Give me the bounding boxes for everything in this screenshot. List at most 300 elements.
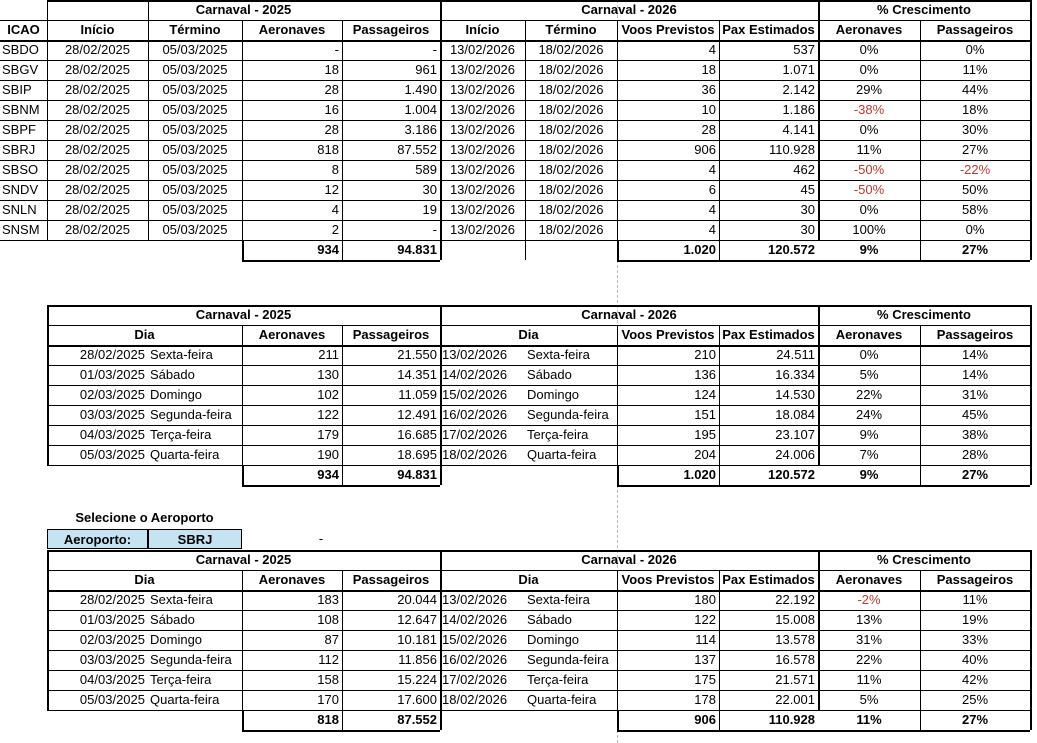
table-cell: 204 [694,447,716,462]
total-cell: 27% [961,712,989,727]
table-cell: 12.647 [397,612,437,627]
table-cell: Domingo [527,387,580,402]
table-cell: 211 [318,347,339,362]
table-cell: Quarta-feira [150,447,220,462]
grid-line [440,305,442,465]
grid-line [1030,305,1032,485]
total-cell: 94.831 [397,242,437,257]
table-cell: Terça-feira [527,672,589,687]
table-cell: Terça-feira [150,672,212,687]
table-cell: 05/03/2025 [162,162,228,177]
table-cell: SBSO [2,162,39,177]
table-cell: 28/02/2025 [64,42,131,57]
table-cell: 18% [961,102,989,117]
grid-line [342,20,343,260]
table-cell: 7% [859,447,879,462]
grid-line [617,465,619,485]
table-cell: 0% [859,42,879,57]
table-cell: 28 [324,122,339,137]
table-cell: 6 [708,182,716,197]
table-cell: Sábado [527,367,572,382]
table-cell: -2% [857,592,881,607]
table-cell: 3.186 [404,122,437,137]
grid-line [148,0,149,240]
column-header: Dia [518,327,539,342]
table-cell: 40% [961,652,989,667]
table-cell: 28/02/2025 [64,182,131,197]
table-cell: 16/02/2026 [442,407,508,422]
table-row [0,180,1037,200]
table-cell: 05/03/2025 [162,102,228,117]
table-cell: 15/02/2026 [442,632,508,647]
table-cell: 03/03/2025 [79,652,145,667]
column-header: Voos Previstos [621,22,715,37]
table-cell: 28 [324,82,339,97]
grid-line [818,305,820,465]
column-header: Passageiros [352,327,430,342]
table-cell: 30 [800,202,815,217]
table-cell: 18/02/2026 [538,62,604,77]
table-cell: 170 [317,692,339,707]
table-cell: 31% [855,632,883,647]
table-cell: 05/03/2025 [162,182,228,197]
table-cell: 5% [859,692,879,707]
table-cell: 1.004 [404,102,437,117]
airport-select[interactable]: SBRJ [148,529,242,549]
table-cell: Sábado [150,367,195,382]
group-title-2025: Carnaval - 2025 [195,552,292,567]
table-cell: 5% [859,367,879,382]
table-cell: 18/02/2026 [538,42,604,57]
table-cell: Terça-feira [150,427,212,442]
grid-line [0,180,1030,181]
table-cell: 1.186 [782,102,815,117]
table-cell: 13/02/2026 [449,182,516,197]
table-cell: 05/03/2025 [162,42,228,57]
table-cell: Sábado [527,612,572,627]
column-header-row [0,20,1037,40]
table-cell: 05/03/2025 [162,62,228,77]
table-cell: 122 [317,407,339,422]
table-cell: 19 [422,202,437,217]
table-cell: -50% [853,182,885,197]
table-cell: 14/02/2026 [442,367,508,382]
table-cell: Segunda-feira [150,652,232,667]
selector-title [0,508,400,528]
table-cell: 961 [415,62,437,77]
table-row [0,40,1037,60]
table-cell: 0% [859,62,879,77]
table-cell: 11% [962,62,988,77]
table-cell: 16.334 [775,367,815,382]
table-cell: 4 [708,162,716,177]
grid-line [47,325,1030,326]
grid-line [0,120,1030,121]
column-header-row [0,570,1037,590]
grid-line [47,425,1030,426]
table-cell: 1.071 [782,62,815,77]
group-title-2026: Carnaval - 2026 [581,552,677,567]
table-cell: 130 [317,367,339,382]
table-cell: 178 [694,692,716,707]
table-cell: 190 [317,447,339,462]
table-row [0,650,1037,670]
table-cell: 02/03/2025 [79,632,145,647]
table-cell: 0% [859,202,879,217]
column-header: Pax Estimados [722,572,815,587]
table-cell: 24.511 [776,347,815,362]
selector-extra: - [318,531,324,546]
table-cell: 2.142 [782,82,815,97]
table-cell: 20.044 [397,592,437,607]
table-cell: 18/02/2026 [538,162,604,177]
table-cell: 18.084 [775,407,815,422]
table-cell: 28% [961,447,989,462]
table-cell: 11% [856,672,882,687]
column-header: Passageiros [936,572,1014,587]
table-cell: 158 [317,672,339,687]
column-header: Dia [134,327,155,342]
grid-line [47,0,1030,2]
table-row [0,385,1037,405]
table-cell: 12 [324,182,339,197]
table-cell: 04/03/2025 [79,427,145,442]
table-cell: 4 [708,202,716,217]
grid-line [0,60,1030,61]
table-cell: 29% [855,82,883,97]
table-cell: Sexta-feira [150,347,213,362]
grid-line [47,465,1030,466]
total-cell: 120.572 [768,467,815,482]
grid-line [0,80,1030,81]
table-cell: 9% [859,427,879,442]
total-cell: 27% [961,242,989,257]
grid-line [818,550,820,710]
group-title-growth: % Crescimento [877,307,971,322]
grid-line [719,325,720,485]
table-cell: 10 [701,102,716,117]
table-cell: 4 [331,202,339,217]
table-cell: 4 [708,222,716,237]
table-cell: 45 [800,182,815,197]
table-row [0,345,1037,365]
table-row [0,200,1037,220]
total-cell: 9% [859,242,879,257]
table-row [0,610,1037,630]
table-cell: 05/03/2025 [79,692,145,707]
grid-line [440,465,442,485]
total-cell: 87.552 [397,712,437,727]
grid-line [617,710,619,730]
table-cell: SBNM [2,102,40,117]
table-cell: Sábado [150,612,195,627]
table-cell: 2 [331,222,339,237]
table-cell: 21.550 [397,347,437,362]
table-cell: 05/03/2025 [162,82,228,97]
grid-line [242,240,244,260]
table-cell: 28/02/2025 [79,592,145,607]
grid-line [342,570,343,730]
table-cell: SNLN [2,202,37,217]
grid-line [1030,0,1032,260]
grid-line [242,325,243,485]
table-cell: 13/02/2026 [449,42,516,57]
grid-line [47,305,1030,307]
table-cell: 28 [701,122,716,137]
grid-line [440,550,442,710]
table-cell: 13/02/2026 [449,162,516,177]
table-cell: 18.695 [397,447,437,462]
table-cell: SBIP [2,82,32,97]
table-cell: 14.530 [775,387,815,402]
grid-line [242,465,244,485]
table-cell: -22% [959,162,991,177]
table-cell: 14/02/2026 [442,612,508,627]
grid-line [47,550,1030,552]
table-cell: SBDO [2,42,39,57]
table-cell: 4 [708,42,716,57]
table-cell: 28/02/2025 [64,222,131,237]
table-cell: 21.571 [775,672,815,687]
table-cell: 137 [694,652,716,667]
table-cell: 18/02/2026 [538,222,604,237]
table-cell: SBGV [2,62,39,77]
grid-line [617,325,618,485]
grid-line [342,325,343,485]
table-cell: 18/02/2026 [538,122,604,137]
table-cell: 14% [961,367,989,382]
grid-line [47,305,49,465]
grid-line [525,20,526,260]
table-cell: 12.491 [397,407,437,422]
grid-line [0,220,1030,221]
table-row [0,405,1037,425]
table-row [0,100,1037,120]
table-cell: 4.141 [782,122,815,137]
table-cell: Quarta-feira [150,692,220,707]
table-cell: 179 [317,427,339,442]
table-cell: 13/02/2026 [449,142,516,157]
grid-line [440,710,442,730]
table-cell: 05/03/2025 [162,122,228,137]
table-cell: 13/02/2026 [449,62,516,77]
grid-line [617,570,618,730]
table-cell: 0% [965,42,985,57]
table-row [0,80,1037,100]
total-cell: 1.020 [683,242,716,257]
table-cell: 108 [317,612,339,627]
table-row [0,365,1037,385]
airport-label: Aeroporto: [47,529,148,549]
grid-line [47,405,1030,406]
table-cell: 1.490 [404,82,437,97]
table-cell: 17.600 [397,692,437,707]
table-cell: Sexta-feira [527,592,590,607]
table-cell: 18/02/2026 [538,82,604,97]
grid-line [440,240,442,260]
table-cell: 22.001 [775,692,815,707]
grid-line [617,485,1030,487]
table-row [0,140,1037,160]
column-header: Pax Estimados [722,22,815,37]
grid-line [47,445,1030,446]
group-title-2026: Carnaval - 2026 [581,2,677,17]
grid-line [0,100,1030,101]
grid-line [0,140,1030,141]
table-cell: 27% [961,142,989,157]
column-header: Voos Previstos [621,572,715,587]
table-cell: 175 [694,672,716,687]
table-cell: 30 [422,182,437,197]
grid-line [617,240,619,260]
grid-line [719,570,720,730]
total-cell: 110.928 [768,712,815,727]
table-cell: 28/02/2025 [64,202,131,217]
table-cell: 22% [855,387,883,402]
table-cell: 23.107 [775,427,815,442]
column-header: Passageiros [352,22,430,37]
table-cell: SNDV [2,182,39,197]
table-cell: 114 [695,632,716,647]
table-cell: Domingo [527,632,580,647]
group-title-2026: Carnaval - 2026 [581,307,677,322]
column-header: Aeronaves [258,22,326,37]
table-cell: Segunda-feira [527,652,609,667]
table-cell: 110.928 [768,142,815,157]
total-cell: 11% [856,712,882,727]
table-cell: -50% [853,162,885,177]
grid-line [0,160,1030,161]
grid-line [0,240,1030,241]
grid-line [617,260,1030,262]
table-cell: Segunda-feira [150,407,232,422]
table-cell: 16.578 [775,652,815,667]
table-cell: SBRJ [2,142,36,157]
table-cell: 36 [701,82,716,97]
group-header-row [0,305,1037,325]
table-cell: 13/02/2026 [449,122,516,137]
table-cell: 87 [324,632,339,647]
table-cell: 19% [961,612,989,627]
table-cell: 180 [694,592,716,607]
grid-line [440,0,442,240]
grid-line [242,260,440,262]
table-cell: 28/02/2025 [64,162,131,177]
total-cell: 94.831 [397,467,437,482]
grid-line [242,485,440,487]
total-cell: 818 [317,712,339,727]
table-cell: 28/02/2025 [64,62,131,77]
table-cell: 462 [793,162,815,177]
table-cell: Quarta-feira [527,692,597,707]
table-cell: 15.224 [397,672,437,687]
grid-line [920,20,921,260]
table-cell: 18/02/2026 [442,447,508,462]
grid-line [242,730,440,732]
column-header: Término [545,22,597,37]
column-header: Término [169,22,221,37]
grid-line [242,20,243,260]
table-cell: 10.181 [397,632,437,647]
totals-row [0,240,1037,260]
table-cell: 210 [694,347,716,362]
table-cell: 818 [317,142,339,157]
table-row [0,670,1037,690]
column-header: Pax Estimados [722,327,815,342]
table-cell: 16 [324,102,339,117]
table-cell: 136 [694,367,716,382]
grid-line [47,0,48,240]
column-header: Voos Previstos [621,327,715,342]
table-cell: 0% [965,222,985,237]
table-cell: 195 [694,427,716,442]
table-cell: -38% [853,102,885,117]
table-cell: 30 [800,222,815,237]
grid-line [47,650,1030,651]
table-row [0,60,1037,80]
table-cell: Domingo [150,387,203,402]
table-cell: Quarta-feira [527,447,597,462]
table-cell: 45% [961,407,989,422]
table-cell: 22.192 [775,592,815,607]
grid-line [47,630,1030,631]
table-cell: 28/02/2025 [64,122,131,137]
table-cell: 18/02/2026 [538,202,604,217]
table-cell: 0% [859,347,879,362]
table-cell: 42% [961,672,989,687]
table-cell: 25% [961,692,989,707]
table-cell: 13% [855,612,883,627]
table-cell: 31% [961,387,989,402]
total-cell: 120.572 [768,242,815,257]
grid-line [47,365,1030,366]
table-cell: 05/03/2025 [79,447,145,462]
table-cell: 15.008 [775,612,815,627]
table-row [0,690,1037,710]
table-row [0,445,1037,465]
table-cell: 14% [961,347,989,362]
grid-line [920,325,921,485]
table-cell: 05/03/2025 [162,142,228,157]
table-cell: Sexta-feira [150,592,213,607]
table-cell: 13/02/2026 [449,102,516,117]
table-cell: Segunda-feira [527,407,609,422]
grid-line [0,20,1030,21]
table-cell: 44% [961,82,989,97]
table-cell: 13/02/2026 [449,222,516,237]
column-header: Passageiros [936,327,1014,342]
table-cell: 33% [961,632,989,647]
total-cell: 9% [859,467,879,482]
table-cell: 58% [961,202,989,217]
group-header-row [0,0,1037,20]
total-cell: 1.020 [683,467,716,482]
table-cell: 87.552 [397,142,437,157]
grid-line [47,385,1030,386]
table-cell: 28/02/2025 [64,142,131,157]
grid-line [617,20,618,260]
table-cell: SBPF [2,122,36,137]
grid-line [1030,550,1032,730]
table-cell: 11.856 [398,652,437,667]
grid-line [719,20,720,260]
table-cell: 906 [694,142,716,157]
table-cell: 11% [856,142,882,157]
column-header: ICAO [7,22,40,37]
grid-line [47,690,1030,691]
grid-line [47,670,1030,671]
table-cell: 24.006 [775,447,815,462]
